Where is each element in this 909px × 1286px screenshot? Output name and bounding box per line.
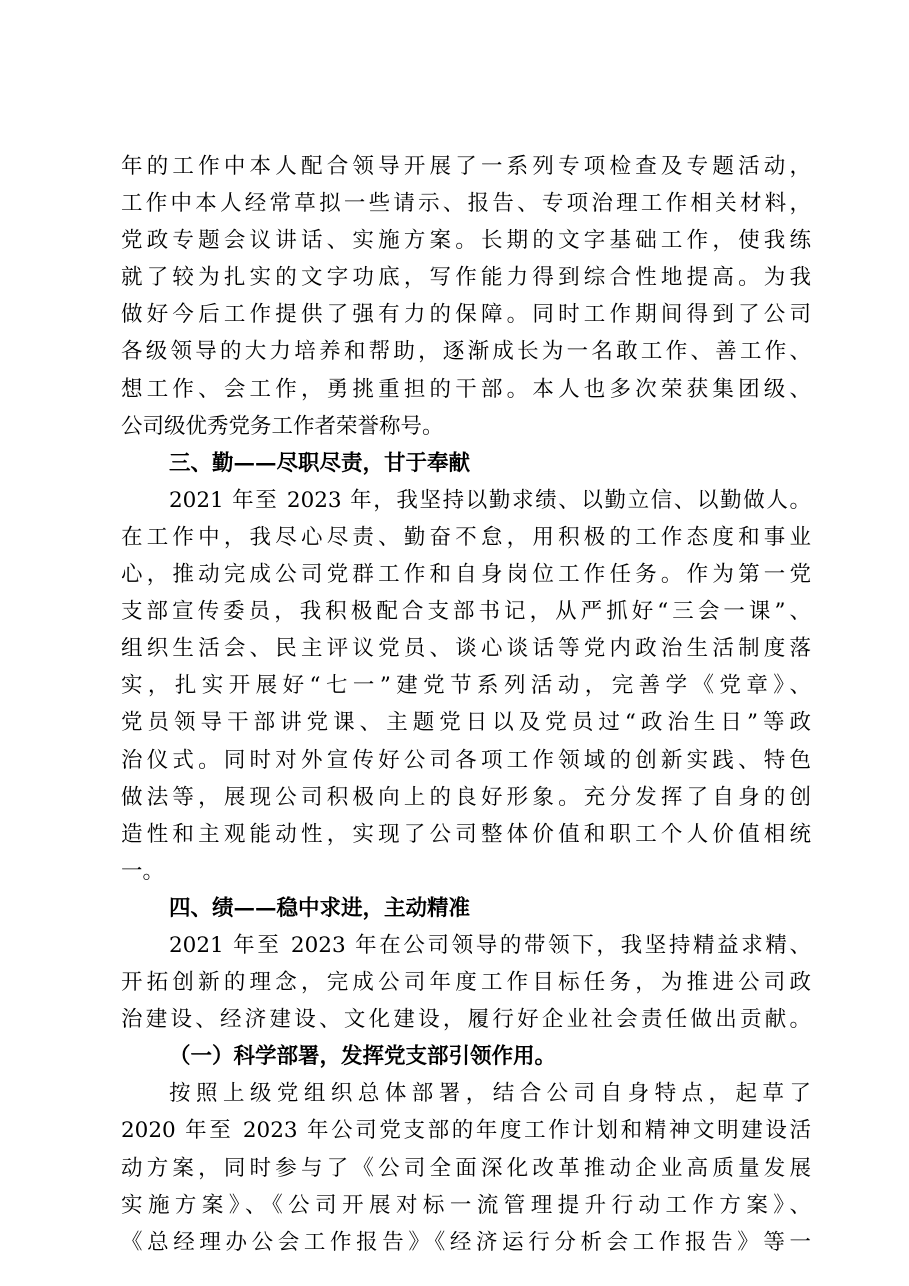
paragraph-line: 心，推动完成公司党群工作和自身岗位工作任务。作为第一党 [121, 562, 811, 588]
paragraph-line: 就了较为扎实的文字功底，写作能力得到综合性地提高。为我 [121, 265, 811, 291]
paragraph-line: 治仪式。同时对外宣传好公司各项工作领域的创新实践、特色 [121, 747, 811, 773]
paragraph-line: 支部宣传委员，我积极配合支部书记，从严抓好“三会一课”、 [121, 599, 811, 625]
paragraph-line: 治建设、经济建设、文化建设，履行好企业社会责任做出贡献。 [121, 1007, 811, 1033]
paragraph-line: 做法等，展现公司积极向上的良好形象。充分发挥了自身的创 [121, 784, 811, 810]
section-heading: 四、绩——稳中求进，主动精准 [169, 895, 471, 921]
paragraph-line: 《总经理办公会工作报告》《经济运行分析会工作报告》等一 [121, 1229, 811, 1255]
paragraph-line: 组织生活会、民主评议党员、谈心谈话等党内政治生活制度落 [121, 636, 811, 662]
paragraph-line: 造性和主观能动性，实现了公司整体价值和职工个人价值相统 [121, 821, 811, 847]
paragraph-line: 党政专题会议讲话、实施方案。长期的文字基础工作，使我练 [121, 228, 811, 254]
paragraph-line: 按照上级党组织总体部署，结合公司自身特点，起草了 [169, 1081, 811, 1107]
subsection-heading: （一）科学部署，发挥党支部引领作用。 [169, 1044, 557, 1070]
paragraph-line: 一。 [121, 858, 165, 884]
paragraph-line: 公司级优秀党务工作者荣誉称号。 [121, 413, 444, 439]
paragraph-line: 开拓创新的理念，完成公司年度工作目标任务，为推进公司政 [121, 970, 811, 996]
paragraph-line: 动方案，同时参与了《公司全面深化改革推动企业高质量发展 [121, 1155, 811, 1181]
paragraph-line: 各级领导的大力培养和帮助，逐渐成长为一名敢工作、善工作、 [121, 339, 811, 365]
paragraph-line: 做好今后工作提供了强有力的保障。同时工作期间得到了公司 [121, 302, 811, 328]
section-heading: 三、勤——尽职尽责，甘于奉献 [169, 450, 471, 476]
paragraph-line: 党员领导干部讲党课、主题党日以及党员过“政治生日”等政 [121, 710, 811, 736]
paragraph-line: 年的工作中本人配合领导开展了一系列专项检查及专题活动， [121, 154, 811, 179]
paragraph-line: 工作中本人经常草拟一些请示、报告、专项治理工作相关材料， [121, 191, 811, 217]
paragraph-line: 2020 年至 2023 年公司党支部的年度工作计划和精神文明建设活 [121, 1118, 811, 1144]
paragraph-line: 2021 年至 2023 年，我坚持以勤求绩、以勤立信、以勤做人。 [169, 487, 811, 513]
paragraph-line: 实，扎实开展好“七一”建党节系列活动，完善学《党章》、 [121, 673, 811, 699]
paragraph-line: 在工作中，我尽心尽责、勤奋不怠，用积极的工作态度和事业 [121, 524, 811, 550]
paragraph-line: 2021 年至 2023 年在公司领导的带领下，我坚持精益求精、 [169, 932, 811, 958]
paragraph-line: 实施方案》、《公司开展对标一流管理提升行动工作方案》、 [121, 1192, 811, 1218]
document-body [121, 148, 811, 1261]
paragraph-line: 想工作、会工作，勇挑重担的干部。本人也多次荣获集团级、 [121, 376, 811, 402]
